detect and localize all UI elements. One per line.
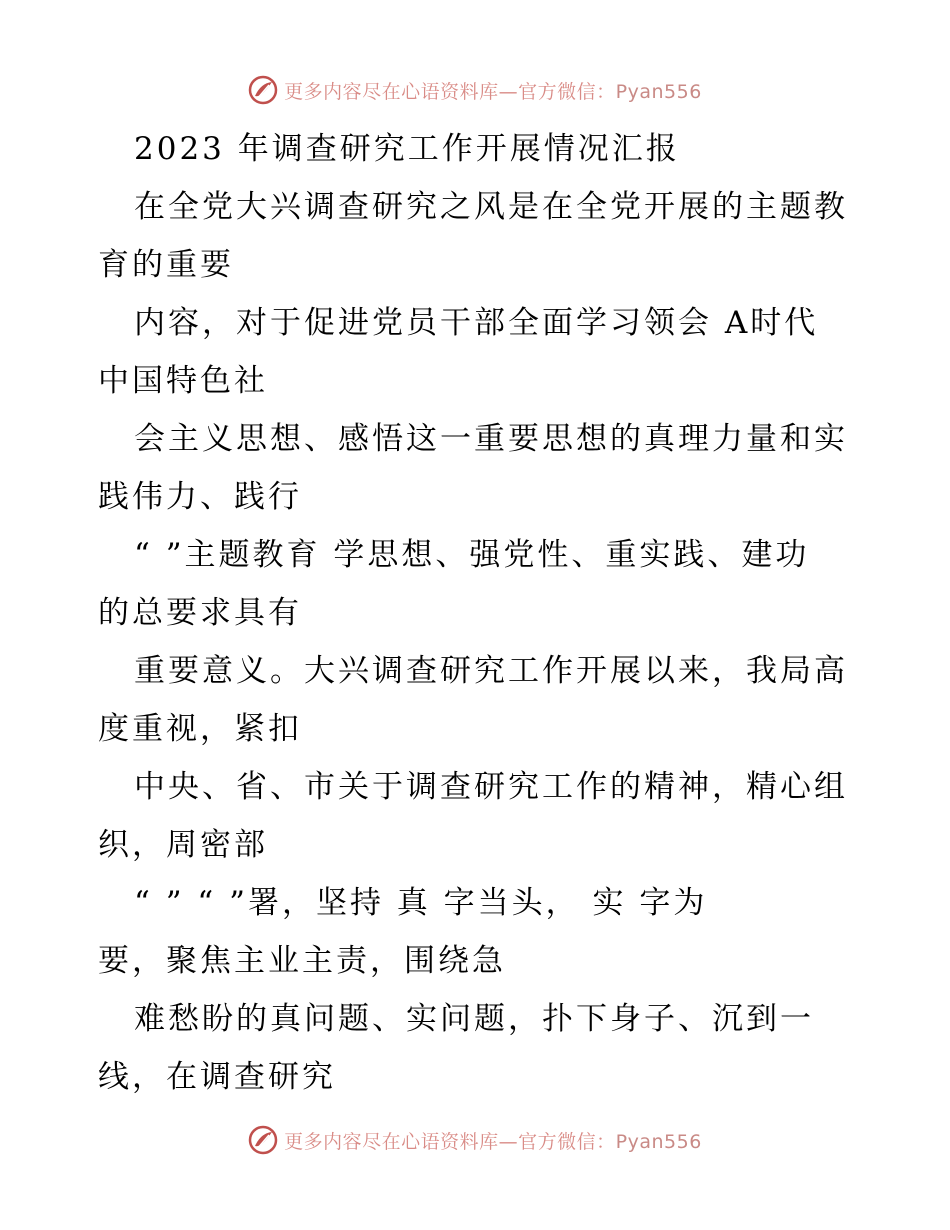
paragraph-line: 的总要求具有 [98, 595, 302, 631]
paragraph-line: 中央、省、市关于调查研究工作的精神，精心组 [134, 769, 848, 805]
paragraph-line: 中国特色社 [98, 363, 268, 399]
watermark-logo-icon [248, 75, 278, 105]
paragraph-line: 会主义思想、感悟这一重要思想的真理力量和实 [134, 421, 848, 457]
paragraph-line: “ ” “ ”署，坚持 真 字当头， 实 字为 [134, 885, 708, 921]
paragraph-line: 度重视，紧扣 [98, 711, 302, 747]
footer-watermark [0, 1120, 950, 1160]
paragraph-line: “ ”主题教育 学思想、强党性、重实践、建功 [134, 537, 810, 573]
paragraph-line: 重要意义。大兴调查研究工作开展以来，我局高 [134, 653, 848, 689]
watermark-text: 更多内容尽在心语资料库—官方微信：Pyan556 [284, 80, 702, 103]
paragraph-line: 要，聚焦主业主责，围绕急 [98, 943, 506, 979]
document-title: 2023 年调查研究工作开展情况汇报 [134, 131, 680, 167]
paragraph-line: 践伟力、践行 [98, 479, 302, 515]
paragraph-line: 难愁盼的真问题、实问题，扑下身子、沉到一 [134, 1001, 814, 1037]
watermark-text: 更多内容尽在心语资料库—官方微信：Pyan556 [284, 1130, 702, 1153]
paragraph-line: 线，在调查研究 [98, 1059, 336, 1095]
paragraph-line: 内容，对于促进党员干部全面学习领会 A时代 [134, 305, 819, 341]
paragraph-line: 育的重要 [98, 247, 234, 283]
header-watermark [0, 70, 950, 110]
watermark-logo-icon [248, 1125, 278, 1155]
paragraph-line: 在全党大兴调查研究之风是在全党开展的主题教 [134, 189, 848, 225]
paragraph-line: 织，周密部 [98, 827, 268, 863]
